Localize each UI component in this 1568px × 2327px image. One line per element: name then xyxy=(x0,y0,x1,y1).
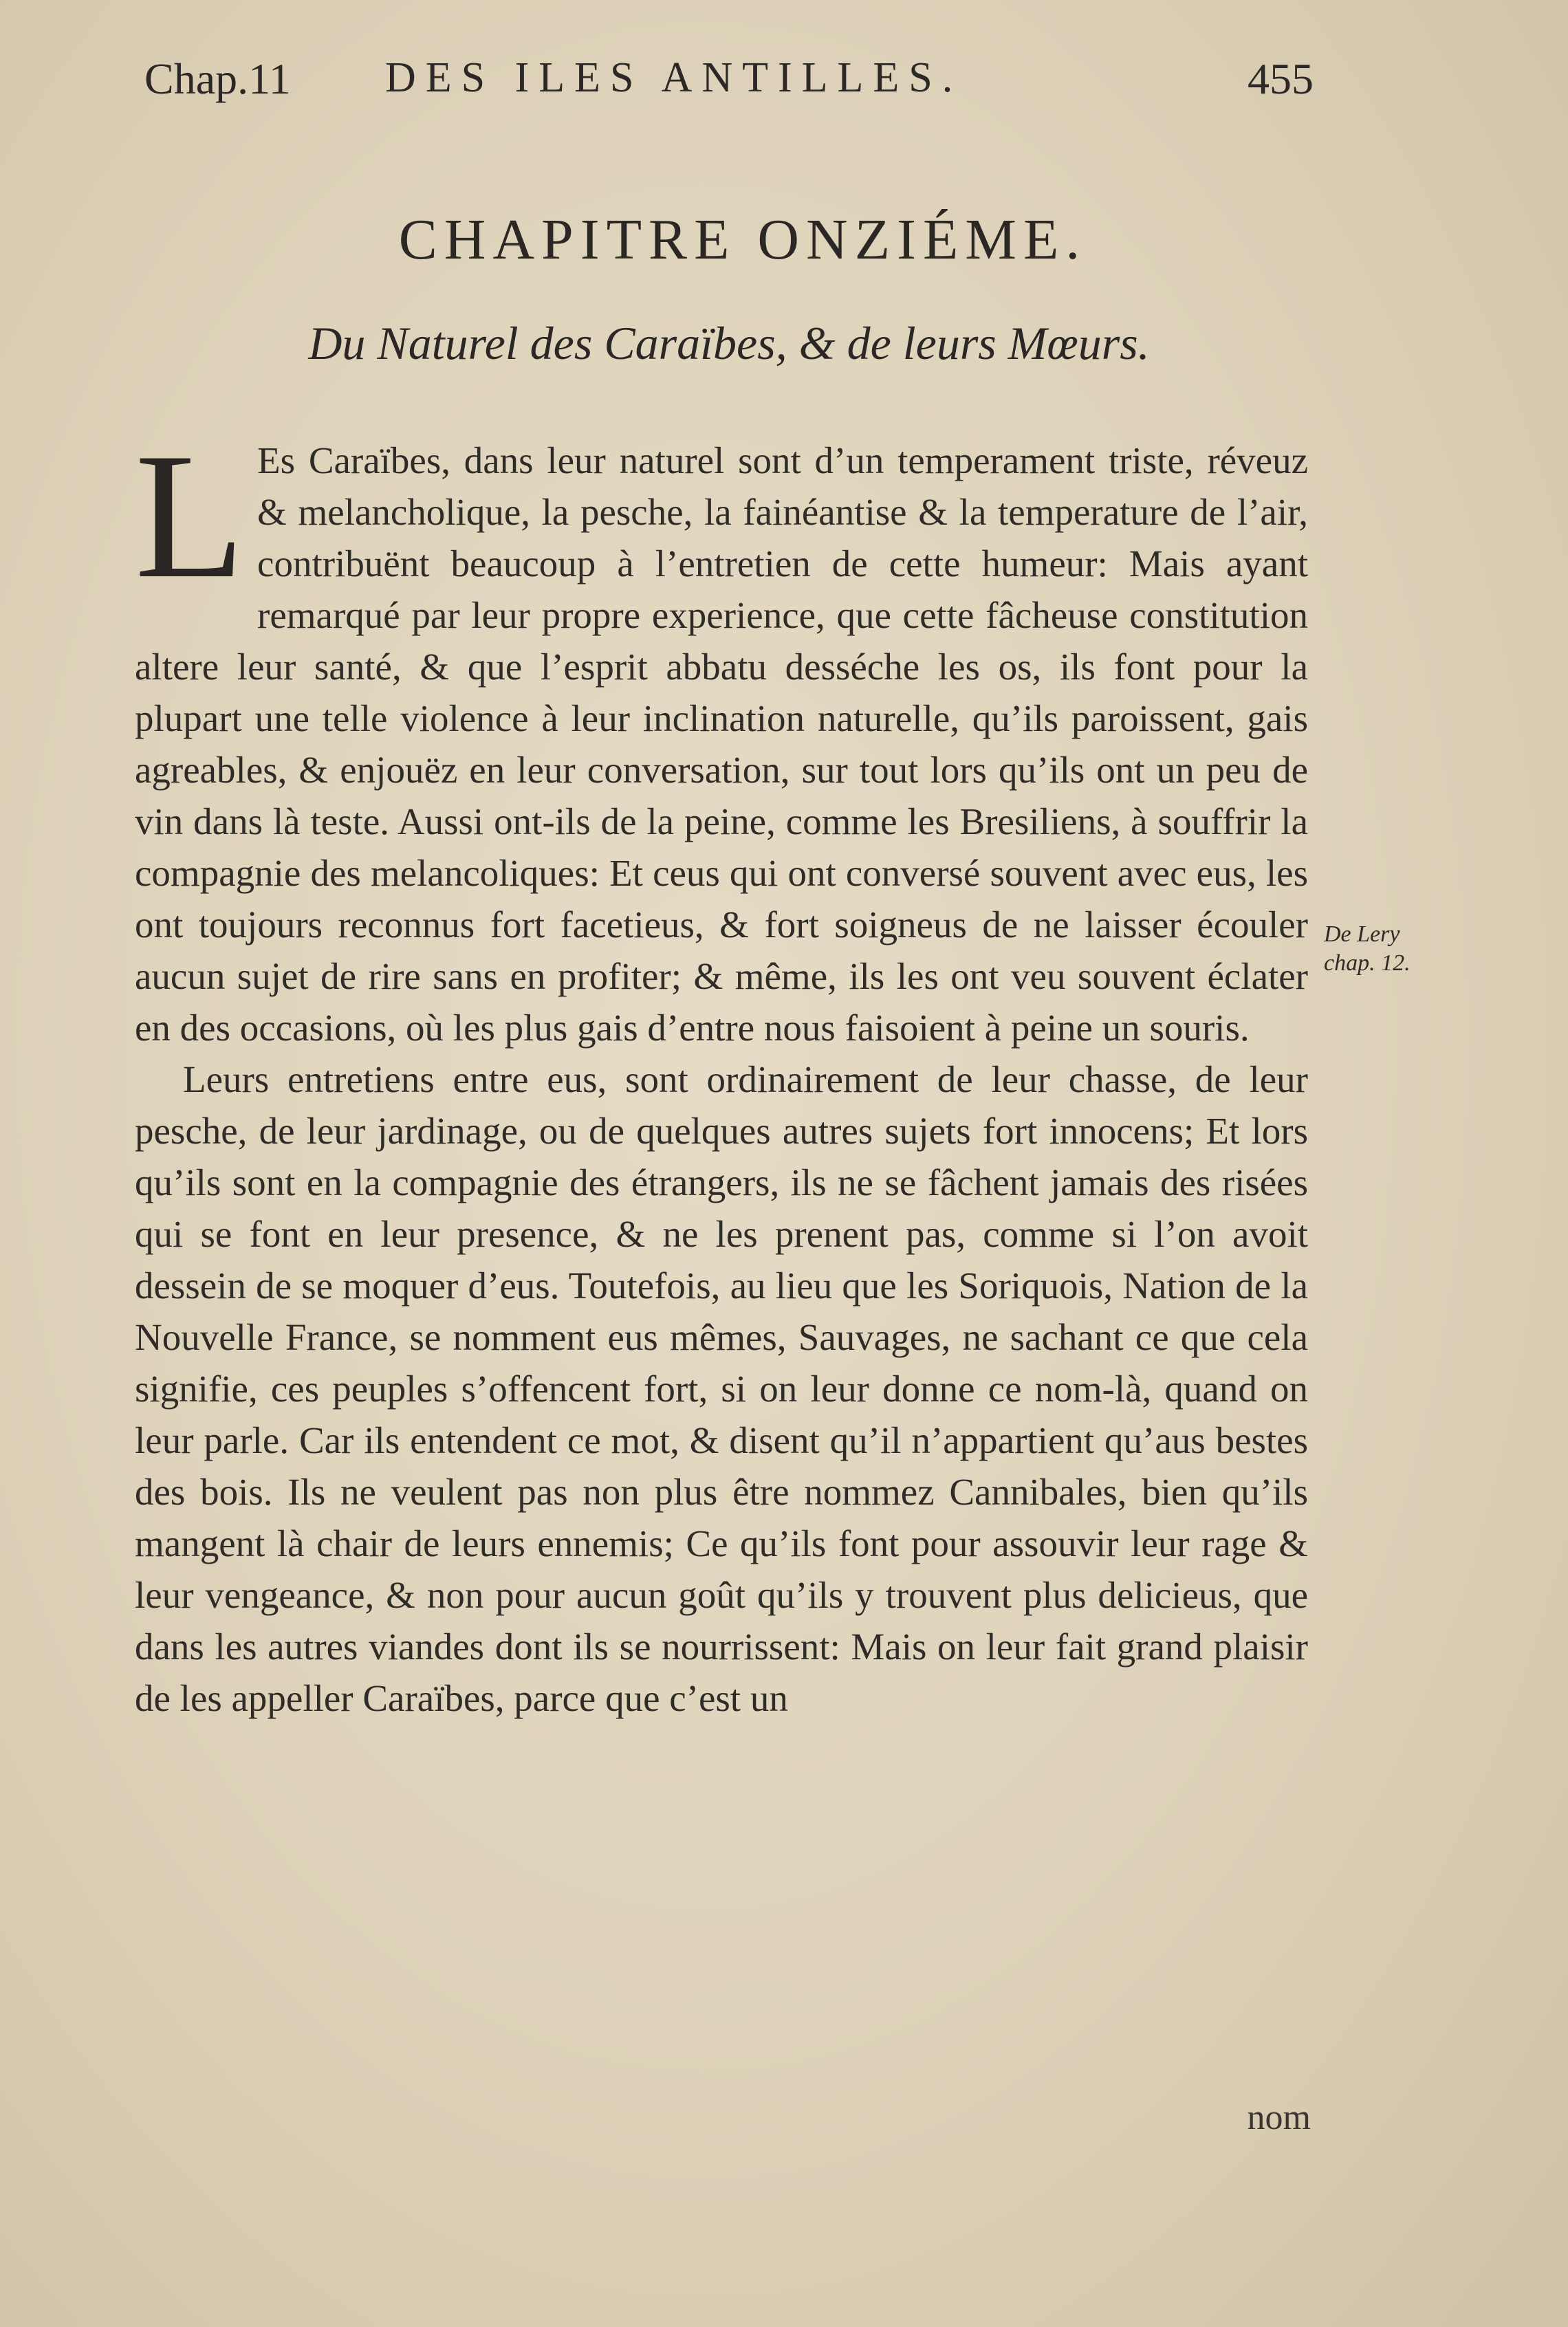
margin-note-chapter: chap. 12. xyxy=(1324,950,1411,976)
margin-note-author: De Lery xyxy=(1324,921,1400,947)
margin-note xyxy=(1324,920,1461,978)
paragraph-1 xyxy=(135,416,1308,1053)
page-number: 455 xyxy=(1248,54,1314,103)
paragraph-2-text: Leurs entretiens entre eus, sont ordinairement de leur chasse, de leur pesche, de leur jardinage, ou de quelques autres sujets fort innocens; Et lors qu’ils sont en la compagnie des étrangers, ils ne se fâchent jamais des risées qui se font en leur presence, & ne les prenent pas, comme si l’on avoit dessein de se moquer d’eus. Toutefois, au lieu que les Soriquois, Nation de la Nouvelle France, se nomment eus mêmes, Sauvages, ne sachant ce que cela signifie, ces peuples s’offencent fort, si on leur donne ce nom-là, quand on leur parle. Car ils entendent ce mot, & disent qu’il n’appartient qu’aus bestes des bois. Ils ne veulent pas non plus être nommez Cannibales, bien qu’ils mangent là chair de leurs ennemis; Ce qu’ils font pour assouvir leur rage & leur vengeance, & non pour aucun goût qu’ils y trouvent plus delicieus, que dans les autres viandes dont ils se nourrissent: Mais on leur fait grand plaisir de les appeller Caraïbes, parce que c’est un xyxy=(135,1058,1308,1719)
paragraph-1-text: Es Caraïbes, dans leur naturel sont d’un temperament triste, réveuz & melancholique, la pesche, la fainéantise & la temperature de l’air, contribuënt beaucoup à l’entretien de cette humeur: Mais ayant remarqué par leur propre experience, que cette fâcheuse constitution altere leur santé, & que l’esprit abbatu desséche les os, ils font pour la plupart une telle violence à leur inclination naturelle, qu’ils paroissent, gais agreables, & enjouëz en leur conversation, sur tout lors qu’ils ont un peu de vin dans là teste. Aussi ont-ils de la peine, comme les Bresiliens, à souffrir la compagnie des melancoliques: Et ceus qui ont conversé souvent avec eus, les ont toujours reconnus fort facetieus, & fort soigneus de ne laisser écouler aucun sujet de rire sans en profiter; & même, ils les ont veu souvent éclater en des occasions, où les plus gais d’entre nous faisoient à peine un souris. xyxy=(135,439,1308,1049)
chapter-subtitle: Du Naturel des Caraïbes, & de leurs Mœurs. xyxy=(308,317,1150,369)
running-head-chapter: Chap.11 xyxy=(144,54,291,103)
drop-cap: L xyxy=(135,416,246,615)
body-text xyxy=(135,416,1308,1724)
paragraph-2 xyxy=(135,1053,1308,1724)
running-head xyxy=(144,54,1314,116)
catchword: nom xyxy=(1247,2098,1311,2137)
running-head-title: DES ILES ANTILLES. xyxy=(385,54,963,101)
chapter-title: CHAPITRE ONZIÉME. xyxy=(398,208,1087,272)
